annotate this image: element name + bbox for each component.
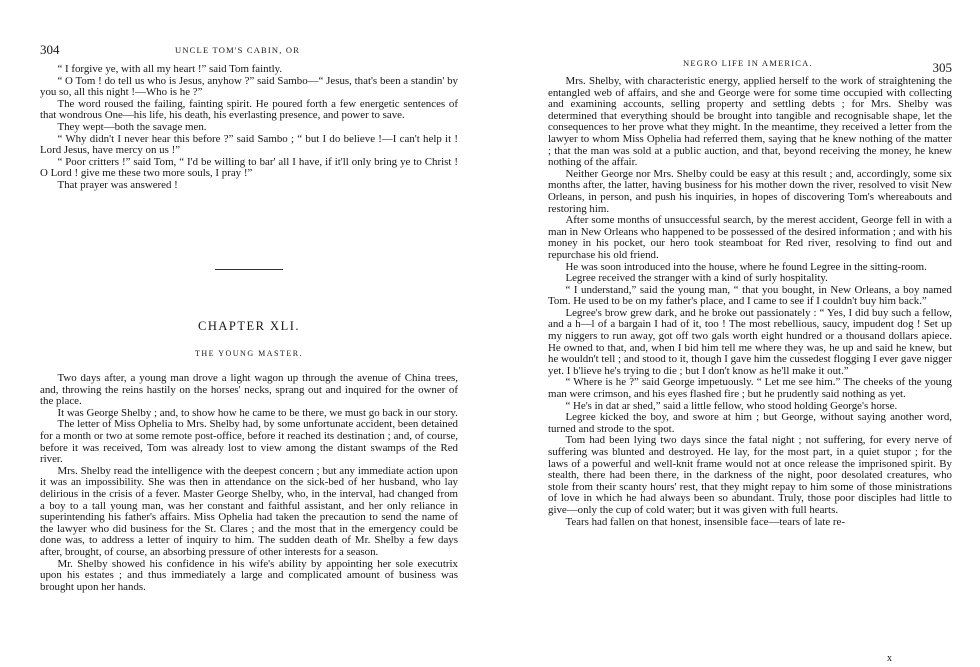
left-paragraph: The word roused the failing, fainting spirit. He poured forth a few energetic sentences of that wondrous One—his life, his death, his everlasting presence, and power to save. — [40, 97, 458, 122]
left-paragraph: “ Why didn't I never hear this before ?” said Sambo ; “ but I do believe !—I can't help it ! Lord Jesus, have mercy on us !” — [40, 132, 458, 157]
right-paragraph: Mrs. Shelby, with characteristic energy, applied herself to the work of straightening the entangled web of affairs, and she and George were for some time occupied with collecting and examining accounts, selling property and settling debts ; for Mrs. Shelby was determined that everything should be brought into tangible and recognisable shape, let the consequences to her prove what they might. In the meantime, they received a letter from the lawyer to whom Miss Ophelia had referred them, saying that he knew nothing of the matter ; that the man was sold at a public auction, and that, beyond receiving the money, he knew nothing of the affair. — [548, 75, 952, 169]
left-paragraph: “ O Tom ! do tell us who is Jesus, anyhow ?” said Sambo—“ Jesus, that's been a standin' by you so, all this night !—Who is he ?” — [40, 74, 458, 99]
left-paragraph: “ Poor critters !” said Tom, “ I'd be willing to bar' all I have, if it'll only bring ye to Christ ! O Lord ! give me these two more souls, I pray !” — [40, 155, 458, 180]
right-page-number: 305 — [932, 60, 952, 75]
chapter-paragraph: Two days after, a young man drove a light wagon up through the avenue of China trees, and, throwing the reins hastily on the horses' necks, sprang out and inquired for the owner of the place. — [40, 372, 458, 408]
right-paragraph: Tom had been lying two days since the fatal night ; not suffering, for every nerve of suffering was blunted and destroyed. He lay, for the most part, in a quiet stupor ; for the laws of a powerful and well-knit frame would not at once release the imprisoned spirit. By stealth, there had been there, in the darkness of the night, poor desolated creatures, who stole from their scanty hours' rest, that they might repay to him some of those ministrations of love in which he had always been so abundant. Truly, those poor disciples had little to give—only the cup of cold water; but it was given with full hearts. — [548, 434, 952, 516]
left-page-number: 304 — [40, 42, 60, 57]
chapter-paragraph: Mrs. Shelby read the intelligence with the deepest concern ; but any immediate action upon it was an impossibility. She was then in attendance on the sick-bed of her husband, who lay delirious in the crisis of a fever. Master George Shelby, who, in the interval, had changed from a boy to a tall young man, was her constant and faithful assistant, and her only reliance in superintending his father's affairs. Miss Ophelia had taken the precaution to send the name of the lawyer who did business for the St. Clares ; and the most that in the emergency could be done was, to address a letter of inquiry to him. The sudden death of Mr. Shelby a few days after, brought, of course, an absorbing pressure of other interests for a season. — [40, 464, 458, 558]
chapter-subtitle: THE YOUNG MASTER. — [194, 349, 304, 358]
chapter-title: CHAPTER XLI. — [197, 319, 301, 333]
right-paragraph: Legree's brow grew dark, and he broke out passionately : “ Yes, I did buy such a fellow, and a h—l of a bargain I had of it, too ! The most rebellious, saucy, impudent dog ! Set up my niggers to run away, got off two gals worth eight hundred or a thousand dollars apiece. He owned to that, and, when I bid him tell me where they was, he up and said he knew, but he wouldn't tell ; and stood to it, though I gave him the cussedest flogging I ever gave nigger yet. I b'lieve he's trying to die ; but I don't know as he'll make it out.” — [548, 306, 952, 377]
right-paragraph: After some months of unsuccessful search, by the merest accident, George fell in with a man in New Orleans who happened to be possessed of the desired information ; and with his money in his pocket, our hero took steamboat for Red river, resolving to find out and repurchase his old friend. — [548, 214, 952, 261]
left-paragraph: That prayer was answered ! — [57, 178, 178, 191]
left-running-header — [40, 42, 458, 56]
chapter-paragraph: It was George Shelby ; and, to show how he came to be there, we must go back in our story. — [57, 406, 458, 419]
chapter-text — [40, 373, 458, 593]
right-paragraph: Tears had fallen on that honest, insensible face—tears of late re- — [565, 515, 845, 528]
chapter-paragraph: The letter of Miss Ophelia to Mrs. Shelby had, by some unfortunate accident, been detained for a month or two at some remote post-office, before it reached its destination ; and, of course, before it was received, Tom was already lost to view among the distant swamps of the Red river. — [40, 418, 458, 466]
left-paragraph: “ I forgive ye, with all my heart !” said Tom faintly. — [57, 63, 283, 75]
left-top-text — [40, 64, 458, 192]
right-paragraph: Legree kicked the boy, and swore at him ; but George, without saying another word, turned and strode to the spot. — [548, 411, 952, 435]
left-page — [40, 0, 458, 667]
signature-mark: x — [887, 653, 892, 664]
right-paragraph: “ He's in dat ar shed,” said a little fellow, who stood holding George's horse. — [565, 399, 898, 412]
section-divider — [215, 269, 283, 270]
right-paragraph: He was soon introduced into the house, where he found Legree in the sitting-room. — [565, 260, 927, 273]
right-text — [548, 76, 952, 528]
right-paragraph: “ Where is he ?” said George impetuously. “ Let me see him.” The cheeks of the young man were crimson, and his eyes flashed fire ; but he prudently said nothing as yet. — [548, 376, 952, 401]
right-paragraph: Neither George nor Mrs. Shelby could be easy at this result ; and, accordingly, some six months after, the latter, having business for his mother down the river, resolved to visit New Orleans, in person, and push his inquiries, in hopes of discovering Tom's whereabouts and restoring him. — [548, 167, 952, 215]
left-paragraph: They wept—both the savage men. — [57, 120, 207, 133]
chapter-paragraph: Mr. Shelby showed his confidence in his wife's ability by appointing her sole executrix upon his estates ; and thus immediately a large and complicated amount of business was brought upon her hands. — [40, 557, 458, 593]
right-running-title: NEGRO LIFE IN AMERICA. — [683, 58, 813, 68]
right-page — [548, 0, 952, 667]
right-paragraph: Legree received the stranger with a kind of surly hospitality. — [565, 272, 828, 285]
left-running-title: UNCLE TOM'S CABIN, OR — [175, 45, 301, 55]
right-paragraph: “ I understand,” said the young man, “ that you bought, in New Orleans, a boy named Tom. He used to be on my father's place, and I came to see if I couldn't buy him back.” — [548, 283, 952, 308]
right-running-header — [548, 58, 952, 75]
